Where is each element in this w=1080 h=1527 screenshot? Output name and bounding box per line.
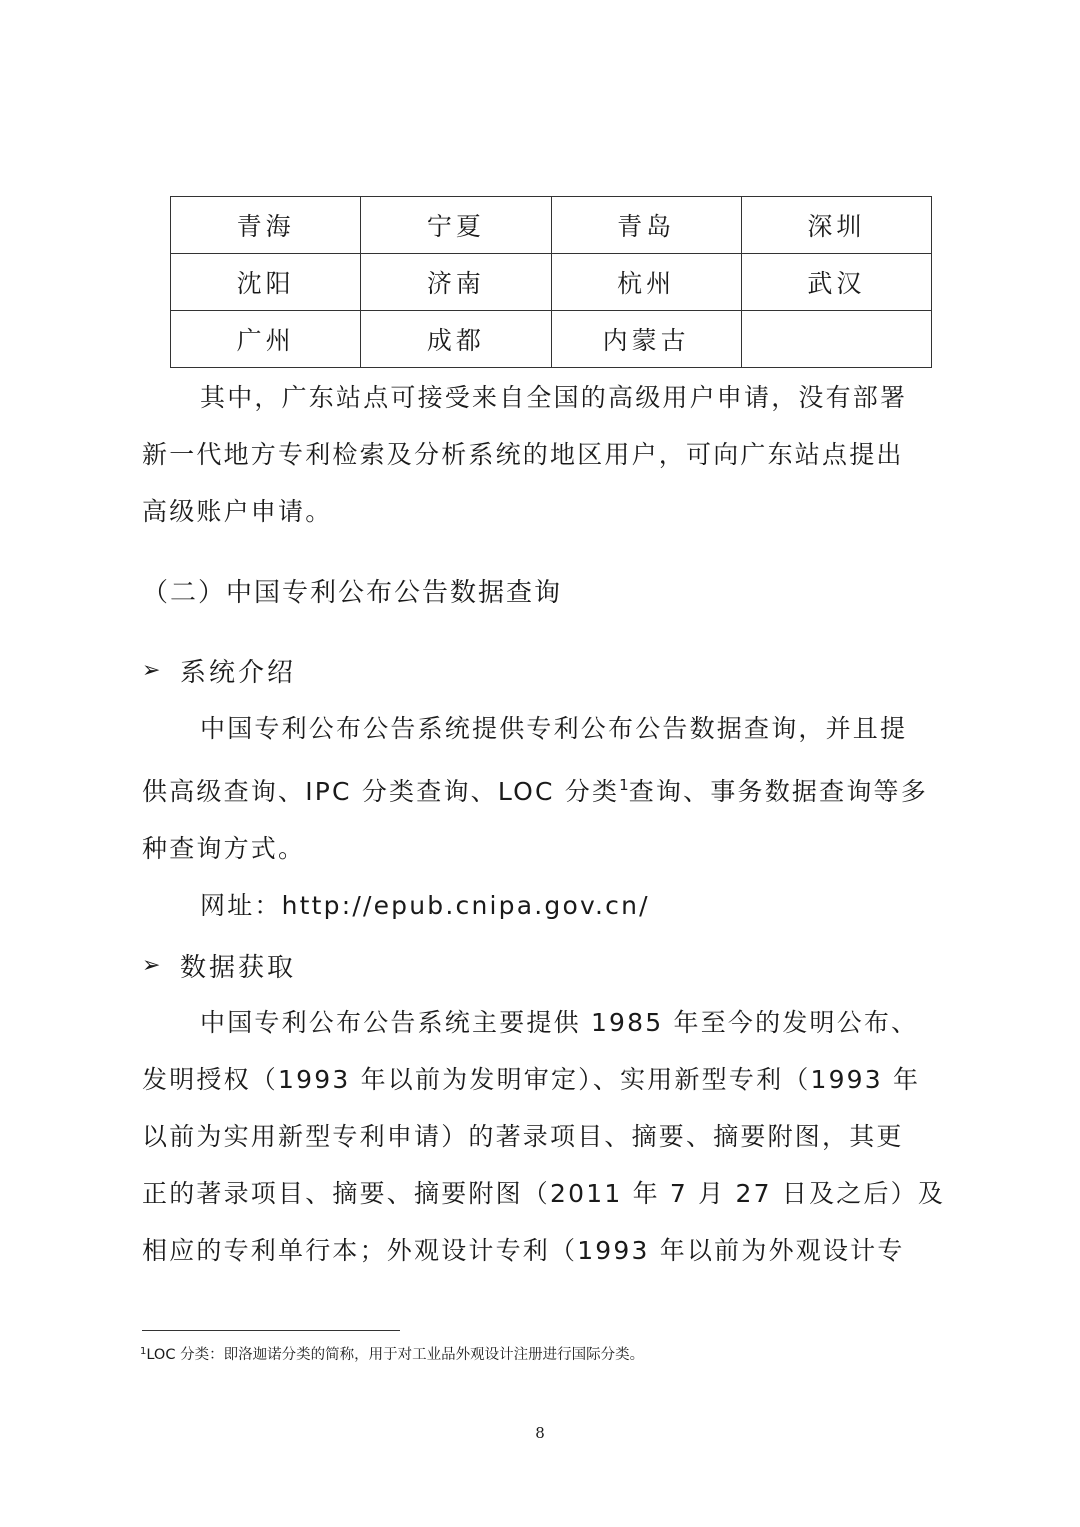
table-row	[171, 254, 932, 311]
page-number: 8	[535, 1424, 545, 1442]
data-access-heading	[142, 947, 296, 984]
paragraph-line: 种查询方式。	[142, 834, 306, 863]
table-cell: 武汉	[741, 254, 931, 311]
section-heading: （二）中国专利公布公告数据查询	[142, 578, 563, 608]
arrow-bullet-icon: ➢	[142, 953, 161, 978]
footnote	[140, 1343, 644, 1364]
paragraph-line: 正的著录项目、摘要、摘要附图（2011 年 7 月 27 日及之后）及	[142, 1179, 946, 1208]
city-table	[170, 196, 932, 368]
footnote-marker[interactable]: 1	[619, 776, 629, 794]
table-row	[171, 197, 932, 254]
heading-label: 系统介绍	[180, 658, 297, 688]
paragraph-line: 中国专利公布公告系统主要提供 1985 年至今的发明公布、	[200, 1008, 919, 1037]
url-link[interactable]: http://epub.cnipa.gov.cn/	[281, 891, 650, 920]
paragraph-line: 其中，广东站点可接受来自全国的高级用户申请，没有部署	[200, 383, 908, 412]
table-cell: 杭州	[551, 254, 741, 311]
paragraph-line: 相应的专利单行本；外观设计专利（1993 年以前为外观设计专	[142, 1236, 905, 1265]
paragraph-line: 新一代地方专利检索及分析系统的地区用户，可向广东站点提出	[142, 440, 904, 469]
system-intro-paragraph	[142, 700, 942, 934]
table-cell: 广州	[171, 311, 361, 368]
table-cell: 成都	[361, 311, 551, 368]
table-cell	[741, 311, 931, 368]
table-cell: 青岛	[551, 197, 741, 254]
system-intro-heading	[142, 652, 296, 689]
url-line	[142, 877, 942, 934]
table-cell: 深圳	[741, 197, 931, 254]
footnote-text: LOC 分类：即洛迦诺分类的简称，用于对工业品外观设计注册进行国际分类。	[146, 1347, 645, 1363]
paragraph-line: 以前为实用新型专利申请）的著录项目、摘要、摘要附图，其更	[142, 1122, 904, 1151]
table-cell: 宁夏	[361, 197, 551, 254]
data-access-paragraph	[142, 994, 946, 1279]
url-label: 网址：	[200, 891, 282, 920]
footnote-divider	[142, 1330, 400, 1331]
heading-label: 数据获取	[180, 953, 297, 983]
table-cell: 沈阳	[171, 254, 361, 311]
paragraph-line: 中国专利公布公告系统提供专利公布公告数据查询，并且提	[200, 714, 908, 743]
paragraph-line: 高级账户申请。	[142, 497, 333, 526]
paragraph-line	[142, 757, 942, 820]
table-row	[171, 311, 932, 368]
table-cell: 内蒙古	[551, 311, 741, 368]
paragraph-line: 发明授权（1993 年以前为发明审定）、实用新型专利（1993 年	[142, 1065, 921, 1094]
arrow-bullet-icon: ➢	[142, 658, 161, 683]
line-text: 供高级查询、IPC 分类查询、LOC 分类	[142, 777, 620, 806]
table-cell: 青海	[171, 197, 361, 254]
footnote-number: 1	[140, 1346, 147, 1357]
intro-paragraph	[142, 369, 942, 540]
line-text: 查询、事务数据查询等多	[628, 777, 928, 806]
table-cell: 济南	[361, 254, 551, 311]
